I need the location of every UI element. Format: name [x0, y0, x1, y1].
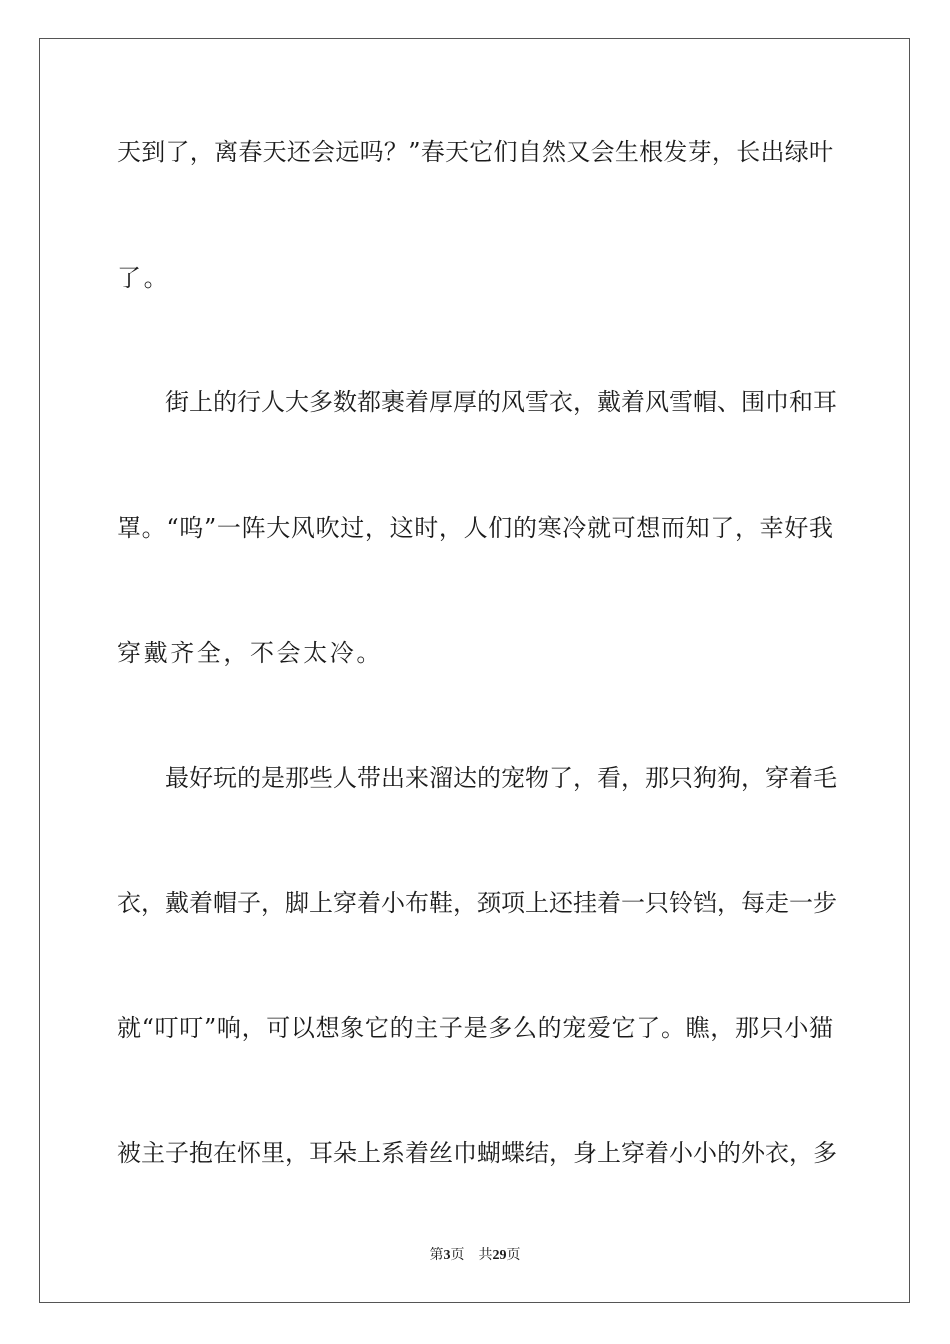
page-prefix: 第 — [429, 1248, 444, 1263]
text-line: 穿戴齐全，不会太冷。 — [117, 639, 383, 667]
text-line: 天到了，离春天还会远吗？”春天它们自然又会生根发芽，长出绿叶 — [117, 138, 833, 166]
text-line: 被主子抱在怀里，耳朵上系着丝巾蝴蝶结，身上穿着小小的外衣，多 — [117, 1139, 837, 1167]
text-line-indented: 街上的行人大多数都裹着厚厚的风雪衣，戴着风雪帽、围巾和耳 — [165, 388, 837, 416]
total-pages: 29 — [492, 1248, 507, 1263]
text-line: 了。 — [117, 264, 171, 292]
page-border — [39, 38, 910, 1303]
page-suffix: 页 — [450, 1248, 465, 1263]
text-line: 衣，戴着帽子，脚上穿着小布鞋，颈项上还挂着一只铃铛，每走一步 — [117, 889, 837, 917]
text-line: 就“叮叮”响，可以想象它的主子是多么的宠爱它了。瞧，那只小猫 — [117, 1014, 833, 1042]
total-suffix: 页 — [506, 1248, 521, 1263]
page-footer — [0, 1247, 950, 1265]
page-number: 3 — [443, 1248, 451, 1263]
total-prefix: 共 — [478, 1248, 493, 1263]
text-line: 罩。“呜”一阵大风吹过，这时，人们的寒冷就可想而知了，幸好我 — [117, 514, 833, 542]
text-line-indented: 最好玩的是那些人带出来溜达的宠物了，看，那只狗狗，穿着毛 — [165, 764, 837, 792]
